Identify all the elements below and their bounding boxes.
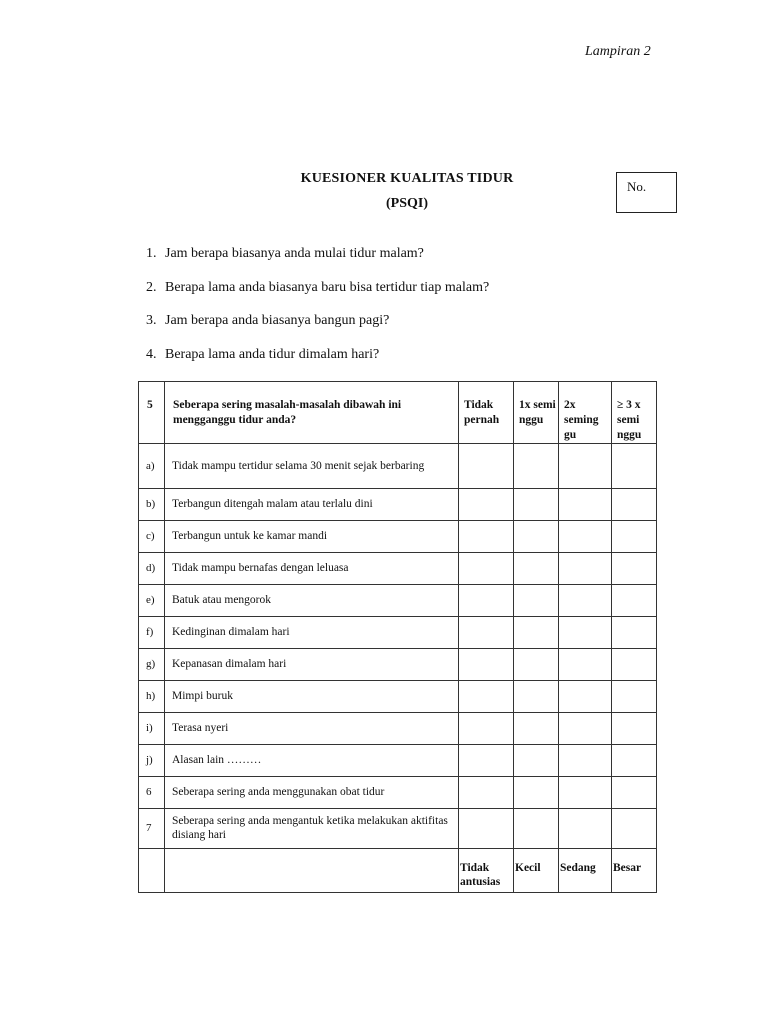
question-text: Berapa lama anda tidur dimalam hari? — [165, 346, 380, 362]
table-row — [139, 443, 657, 488]
answer-cell-once-weekly[interactable] — [514, 712, 559, 744]
answer-cell-once-weekly[interactable] — [514, 648, 559, 680]
footer-option-not-enthusiastic: Tidak antusias — [459, 848, 514, 892]
table-row — [139, 648, 657, 680]
answer-cell-never[interactable] — [459, 443, 514, 488]
row-text: Kepanasan dimalam hari — [165, 648, 459, 680]
answer-cell-never[interactable] — [459, 744, 514, 776]
answer-cell-never[interactable] — [459, 520, 514, 552]
answer-cell-twice-weekly[interactable] — [559, 680, 612, 712]
question-number: 2. — [146, 279, 157, 295]
row-index: i) — [139, 712, 165, 744]
header-index: 5 — [139, 382, 165, 444]
answer-cell-once-weekly[interactable] — [514, 616, 559, 648]
answer-cell-once-weekly[interactable] — [514, 744, 559, 776]
row-index: 7 — [139, 808, 165, 848]
table-row — [139, 808, 657, 848]
question-item — [146, 313, 489, 347]
sleep-problems-table — [138, 381, 657, 893]
row-text: Batuk atau mengorok — [165, 584, 459, 616]
document-title: KUESIONER KUALITAS TIDUR — [300, 171, 514, 186]
answer-cell-once-weekly[interactable] — [514, 680, 559, 712]
footer-empty-cell — [165, 848, 459, 892]
number-box: No. — [616, 172, 677, 213]
question-item — [146, 246, 489, 280]
table-row — [139, 712, 657, 744]
table-row — [139, 776, 657, 808]
answer-cell-never[interactable] — [459, 776, 514, 808]
answer-cell-twice-weekly[interactable] — [559, 712, 612, 744]
question-item — [146, 347, 489, 381]
row-text: Alasan lain ……… — [165, 744, 459, 776]
answer-cell-twice-weekly[interactable] — [559, 648, 612, 680]
row-index: h) — [139, 680, 165, 712]
answer-cell-three-plus-weekly[interactable] — [612, 776, 657, 808]
header-option-twice-weekly: 2x seming gu — [559, 382, 612, 444]
row-index: c) — [139, 520, 165, 552]
table-row — [139, 616, 657, 648]
answer-cell-three-plus-weekly[interactable] — [612, 744, 657, 776]
answer-cell-twice-weekly[interactable] — [559, 744, 612, 776]
table-row — [139, 488, 657, 520]
row-index: 6 — [139, 776, 165, 808]
question-text: Berapa lama anda biasanya baru bisa tertidur tiap malam? — [165, 279, 490, 295]
row-index: f) — [139, 616, 165, 648]
footer-option-small: Kecil — [514, 848, 559, 892]
table-row — [139, 520, 657, 552]
question-text: Jam berapa biasanya anda mulai tidur malam? — [165, 246, 424, 261]
answer-cell-three-plus-weekly[interactable] — [612, 616, 657, 648]
row-text: Terbangun untuk ke kamar mandi — [165, 520, 459, 552]
row-text: Terasa nyeri — [165, 712, 459, 744]
header-option-three-plus-weekly: ≥ 3 x semi nggu — [612, 382, 657, 444]
table-row — [139, 680, 657, 712]
answer-cell-never[interactable] — [459, 648, 514, 680]
table-footer-row — [139, 848, 657, 892]
answer-cell-three-plus-weekly[interactable] — [612, 520, 657, 552]
row-text: Terbangun ditengah malam atau terlalu dini — [165, 488, 459, 520]
row-index: e) — [139, 584, 165, 616]
answer-cell-three-plus-weekly[interactable] — [612, 584, 657, 616]
header-option-once-weekly: 1x semi nggu — [514, 382, 559, 444]
answer-cell-twice-weekly[interactable] — [559, 520, 612, 552]
answer-cell-twice-weekly[interactable] — [559, 776, 612, 808]
answer-cell-three-plus-weekly[interactable] — [612, 808, 657, 848]
header-question: Seberapa sering masalah-masalah dibawah ini mengganggu tidur anda? — [165, 382, 459, 444]
row-text: Mimpi buruk — [165, 680, 459, 712]
header-option-never: Tidak pernah — [459, 382, 514, 444]
answer-cell-once-weekly[interactable] — [514, 488, 559, 520]
answer-cell-twice-weekly[interactable] — [559, 616, 612, 648]
answer-cell-three-plus-weekly[interactable] — [612, 552, 657, 584]
row-index: g) — [139, 648, 165, 680]
row-text: Seberapa sering anda menggunakan obat tidur — [165, 776, 459, 808]
row-text: Tidak mampu bernafas dengan leluasa — [165, 552, 459, 584]
row-index: a) — [139, 443, 165, 488]
table-header-row — [139, 382, 657, 444]
answer-cell-once-weekly[interactable] — [514, 808, 559, 848]
answer-cell-twice-weekly[interactable] — [559, 443, 612, 488]
question-number: 3. — [146, 313, 157, 328]
answer-cell-never[interactable] — [459, 584, 514, 616]
answer-cell-three-plus-weekly[interactable] — [612, 680, 657, 712]
question-item — [146, 280, 489, 314]
question-number: 4. — [146, 346, 157, 362]
appendix-label: Lampiran 2 — [585, 44, 651, 59]
answer-cell-three-plus-weekly[interactable] — [612, 488, 657, 520]
document-subtitle: (PSQI) — [386, 196, 428, 211]
table-row — [139, 744, 657, 776]
question-list — [146, 246, 489, 380]
answer-cell-three-plus-weekly[interactable] — [612, 648, 657, 680]
row-text: Tidak mampu tertidur selama 30 menit sejak berbaring — [165, 443, 459, 488]
answer-cell-once-weekly[interactable] — [514, 584, 559, 616]
answer-cell-three-plus-weekly[interactable] — [612, 712, 657, 744]
row-text: Seberapa sering anda mengantuk ketika melakukan aktifitas disiang hari — [165, 808, 459, 848]
answer-cell-never[interactable] — [459, 488, 514, 520]
answer-cell-twice-weekly[interactable] — [559, 488, 612, 520]
row-index: b) — [139, 488, 165, 520]
footer-empty-cell — [139, 848, 165, 892]
footer-option-medium: Sedang — [559, 848, 612, 892]
question-text: Jam berapa anda biasanya bangun pagi? — [165, 313, 390, 328]
answer-cell-never[interactable] — [459, 616, 514, 648]
answer-cell-twice-weekly[interactable] — [559, 552, 612, 584]
answer-cell-once-weekly[interactable] — [514, 776, 559, 808]
footer-option-large: Besar — [612, 848, 657, 892]
answer-cell-once-weekly[interactable] — [514, 443, 559, 488]
table-row — [139, 552, 657, 584]
answer-cell-twice-weekly[interactable] — [559, 584, 612, 616]
answer-cell-once-weekly[interactable] — [514, 552, 559, 584]
answer-cell-never[interactable] — [459, 712, 514, 744]
answer-cell-three-plus-weekly[interactable] — [612, 443, 657, 488]
row-index: j) — [139, 744, 165, 776]
answer-cell-never[interactable] — [459, 552, 514, 584]
row-index: d) — [139, 552, 165, 584]
answer-cell-once-weekly[interactable] — [514, 520, 559, 552]
row-text: Kedinginan dimalam hari — [165, 616, 459, 648]
answer-cell-never[interactable] — [459, 680, 514, 712]
answer-cell-twice-weekly[interactable] — [559, 808, 612, 848]
table-row — [139, 584, 657, 616]
question-number: 1. — [146, 246, 157, 261]
answer-cell-never[interactable] — [459, 808, 514, 848]
